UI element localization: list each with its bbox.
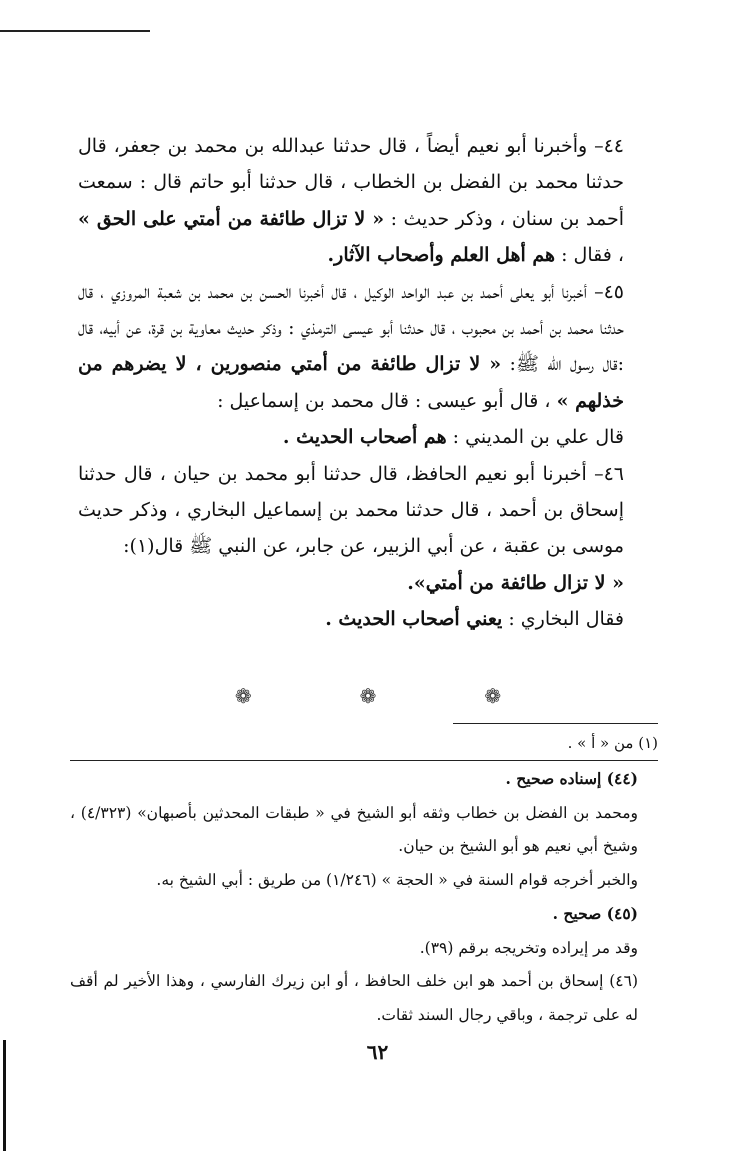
paragraph-46-quote	[78, 565, 658, 601]
note-45-body: وقد مر إيراده وتخريجه برقم (٣٩).	[419, 938, 638, 957]
paragraph-44	[78, 128, 658, 274]
ornament-flower-icon: ❁	[234, 684, 252, 708]
note-46-body: (٤٦) إسحاق بن أحمد هو ابن خلف الحافظ ، أو ابن زيرك الفارسي ، وهذا الأخير لم أقف له على ترجمة ، وباقي رجال السند ثقات.	[70, 972, 638, 1024]
p44-answer: هم أهل العلم وأصحاب الآثار.	[327, 244, 556, 267]
paragraph-45	[78, 274, 658, 420]
p46-text-2: فقال البخاري :	[508, 608, 624, 631]
note-44-extra: والخبر أخرجه قوام السنة في « الحجة » (١/٢٤٦) من طريق : أبي الشيخ به.	[156, 870, 638, 889]
footnote: (١) من « أ » .	[567, 734, 658, 752]
main-text	[78, 128, 658, 638]
top-rule	[0, 30, 150, 32]
note-44-heading: (٤٤) إسناده صحيح .	[505, 769, 638, 788]
notes-rule	[70, 760, 658, 761]
p45-text: ٤٥– أخبرنا أبو يعلى أحمد بن عبد الواحد الوكيل ، قال أخبرنا الحسن بن محمد بن شعبة المروزي ، قال حدثنا محمد بن أحمد بن محبوب ، قال حدثنا أبو عيسى الترمذي : وذكر حديث معاوية بن قرة، عن أبيه، قال :قال رسول الله ﷺ:	[78, 280, 624, 376]
p46-hadith-quote: « لا تزال طائفة من أمتي».	[407, 571, 624, 594]
p44-text: ٤٤– وأخبرنا أبو نعيم أيضاً ، قال حدثنا عبدالله بن محمد بن جعفر، قال حدثنا محمد بن الفضل بن الخطاب ، قال حدثنا أبو حاتم قال : سمعت أحمد بن سنان ، وذكر حديث :	[78, 135, 624, 230]
p44-hadith-quote: « لا تزال طائفة من أمتي على الحق »	[78, 207, 385, 230]
notes-section	[70, 762, 658, 1032]
footnote-rule	[453, 723, 658, 724]
ornament-flower-icon: ❁	[359, 684, 377, 708]
paragraph-45-ali	[78, 419, 658, 455]
section-divider	[78, 684, 658, 708]
scan-edge	[3, 1040, 6, 1151]
note-44-body: ومحمد بن الفضل بن خطاب وثقه أبو الشيخ في « طبقات المحدثين بأصبهان» (٤/٣٢٣) ، وشيخ أبي نعيم هو أبو الشيخ بن حيان.	[70, 803, 638, 855]
p45-hadith-quote: « لا تزال طائفة من أمتي منصورين ، لا يضرهم من خذلهم »	[78, 353, 624, 412]
p45-text-3: قال علي بن المديني :	[452, 426, 624, 449]
page-number: ٦٢	[366, 1040, 389, 1064]
note-45-heading: (٤٥) صحيح .	[552, 904, 638, 923]
p46-text: ٤٦– أخبرنا أبو نعيم الحافظ، قال حدثنا أبو محمد بن حيان ، قال حدثنا إسحاق بن أحمد ، قال حدثنا محمد بن إسماعيل البخاري ، وذكر حديث موسى بن عقبة ، عن أبي الزبير، عن جابر، عن النبي ﷺ قال(١):	[78, 462, 624, 558]
p44-text-2: ، فقال :	[561, 244, 624, 267]
paragraph-46-bukhari	[78, 601, 658, 637]
p46-answer: يعني أصحاب الحديث .	[325, 608, 503, 631]
ornament-flower-icon: ❁	[484, 684, 502, 708]
p45-text-2: ، قال أبو عيسى : قال محمد بن إسماعيل :	[217, 389, 551, 412]
paragraph-46	[78, 456, 658, 565]
p45-answer: هم أصحاب الحديث .	[282, 426, 447, 449]
